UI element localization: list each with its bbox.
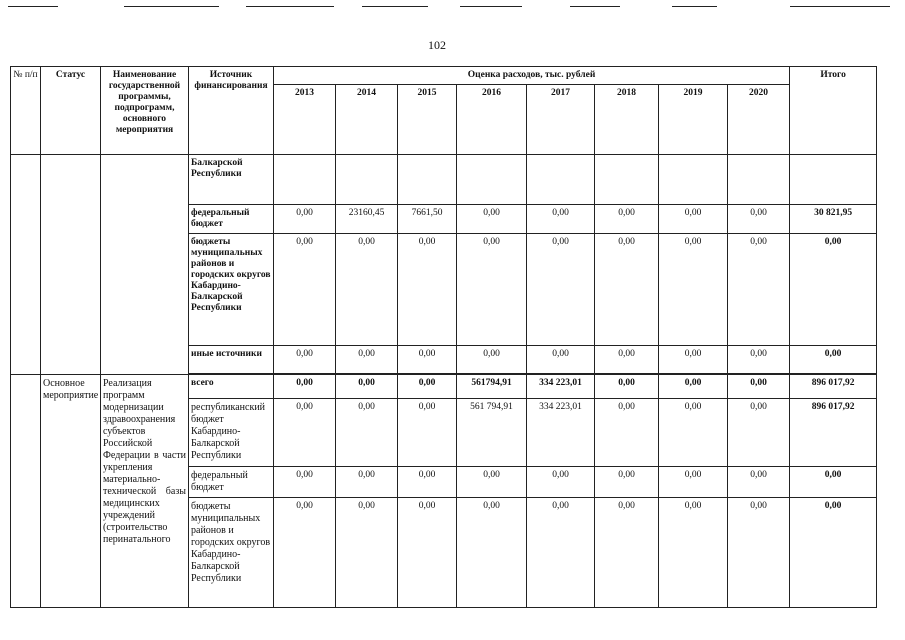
header-source: Источник финансирования xyxy=(189,67,274,155)
value-cell: 0,00 xyxy=(728,205,790,234)
header-num: № п/п xyxy=(11,67,41,155)
value-cell: 0,00 xyxy=(274,498,336,608)
value-cell: 0,00 xyxy=(728,399,790,467)
value-cell: 0,00 xyxy=(274,205,336,234)
total-cell: 30 821,95 xyxy=(790,205,877,234)
value-cell: 0,00 xyxy=(336,399,398,467)
value-cell: 0,00 xyxy=(398,399,457,467)
source-cell: бюджеты муниципальных районов и городских округов Кабардино-Балкарской Республики xyxy=(189,234,274,346)
measure-status: Основное мероприятие xyxy=(41,375,101,608)
top-rule xyxy=(124,6,219,7)
value-cell: 0,00 xyxy=(398,234,457,346)
total-cell: 896 017,92 xyxy=(790,399,877,467)
value-cell: 0,00 xyxy=(457,205,527,234)
top-rule xyxy=(362,6,428,7)
value-cell: 0,00 xyxy=(457,234,527,346)
value-cell: 0,00 xyxy=(659,375,728,399)
value-cell: 334 223,01 xyxy=(527,375,595,399)
value-cell: 0,00 xyxy=(457,498,527,608)
header-estimate: Оценка расходов, тыс. рублей xyxy=(274,67,790,85)
value-cell: 0,00 xyxy=(527,346,595,374)
value-cell: 0,00 xyxy=(595,399,659,467)
value-cell: 0,00 xyxy=(336,498,398,608)
header-total: Итого xyxy=(790,67,877,155)
header-status: Статус xyxy=(41,67,101,155)
expenditure-table xyxy=(10,66,877,608)
value-cell: 0,00 xyxy=(398,467,457,498)
cell-status xyxy=(41,155,101,375)
source-cell: федеральный бюджет xyxy=(189,205,274,234)
value-cell: 0,00 xyxy=(274,346,336,374)
top-rule xyxy=(570,6,620,7)
total-cell: 896 017,92 xyxy=(790,375,877,399)
value-cell: 0,00 xyxy=(398,498,457,608)
value-cell: 0,00 xyxy=(595,498,659,608)
header-year: 2018 xyxy=(595,85,659,155)
value-cell: 0,00 xyxy=(274,234,336,346)
top-rule xyxy=(790,6,890,7)
header-name: Наименование государственной программы, подпрограмм, основного мероприятия xyxy=(101,67,189,155)
value-cell: 23160,45 xyxy=(336,205,398,234)
value-cell: 0,00 xyxy=(527,234,595,346)
page-number: 102 xyxy=(428,38,446,52)
value-cell: 0,00 xyxy=(336,375,398,399)
total-cell: 0,00 xyxy=(790,467,877,498)
total-cell: 0,00 xyxy=(790,346,877,374)
value-cell: 0,00 xyxy=(728,346,790,374)
value-cell: 0,00 xyxy=(336,467,398,498)
value-cell: 0,00 xyxy=(457,346,527,374)
value-cell: 0,00 xyxy=(336,234,398,346)
total-cell: 0,00 xyxy=(790,498,877,608)
measure-name: Реализация программ модернизации здравоохранения субъектов Российской Федерации в части укрепления материально-технической базы медицинских учреждений (строительство перинатального xyxy=(101,375,189,608)
header-year: 2015 xyxy=(398,85,457,155)
value-cell: 0,00 xyxy=(527,205,595,234)
top-rule xyxy=(672,6,717,7)
table-row xyxy=(11,375,877,399)
value-cell: 0,00 xyxy=(595,346,659,374)
value-cell: 0,00 xyxy=(398,375,457,399)
value-cell: 0,00 xyxy=(595,205,659,234)
header-year: 2017 xyxy=(527,85,595,155)
header-year: 2014 xyxy=(336,85,398,155)
source-cell: бюджеты муниципальных районов и городских округов Кабардино-Балкарской Республики xyxy=(189,498,274,608)
value-cell: 0,00 xyxy=(527,467,595,498)
source-cell: иные источники xyxy=(189,346,274,374)
source-cell: республиканский бюджет Кабардино-Балкарской Республики xyxy=(189,399,274,467)
header-year: 2020 xyxy=(728,85,790,155)
source-cell: Балкарской Республики xyxy=(189,155,274,205)
value-cell: 334 223,01 xyxy=(527,399,595,467)
top-rule xyxy=(460,6,522,7)
value-cell: 0,00 xyxy=(274,375,336,399)
value-cell: 0,00 xyxy=(728,375,790,399)
cell-name xyxy=(101,155,189,375)
value-cell: 0,00 xyxy=(398,346,457,374)
value-cell: 0,00 xyxy=(274,467,336,498)
top-rule xyxy=(246,6,334,7)
total-cell: 0,00 xyxy=(790,234,877,346)
value-cell: 0,00 xyxy=(659,498,728,608)
value-cell: 561794,91 xyxy=(457,375,527,399)
header-year: 2016 xyxy=(457,85,527,155)
value-cell: 0,00 xyxy=(728,498,790,608)
value-cell: 0,00 xyxy=(457,467,527,498)
value-cell: 0,00 xyxy=(527,498,595,608)
header-year: 2013 xyxy=(274,85,336,155)
value-cell: 0,00 xyxy=(728,234,790,346)
top-rule xyxy=(8,6,58,7)
value-cell: 0,00 xyxy=(659,205,728,234)
value-cell: 0,00 xyxy=(659,346,728,374)
value-cell: 0,00 xyxy=(336,346,398,374)
source-cell: всего xyxy=(189,375,274,399)
value-cell: 561 794,91 xyxy=(457,399,527,467)
value-cell: 7661,50 xyxy=(398,205,457,234)
cell-num xyxy=(11,155,41,375)
source-cell: федеральный бюджет xyxy=(189,467,274,498)
cell-num xyxy=(11,375,41,608)
value-cell: 0,00 xyxy=(274,399,336,467)
value-cell: 0,00 xyxy=(659,467,728,498)
value-cell: 0,00 xyxy=(595,234,659,346)
value-cell: 0,00 xyxy=(595,375,659,399)
value-cell: 0,00 xyxy=(659,399,728,467)
header-year: 2019 xyxy=(659,85,728,155)
value-cell: 0,00 xyxy=(728,467,790,498)
value-cell: 0,00 xyxy=(659,234,728,346)
table-row xyxy=(11,155,877,205)
value-cell: 0,00 xyxy=(595,467,659,498)
